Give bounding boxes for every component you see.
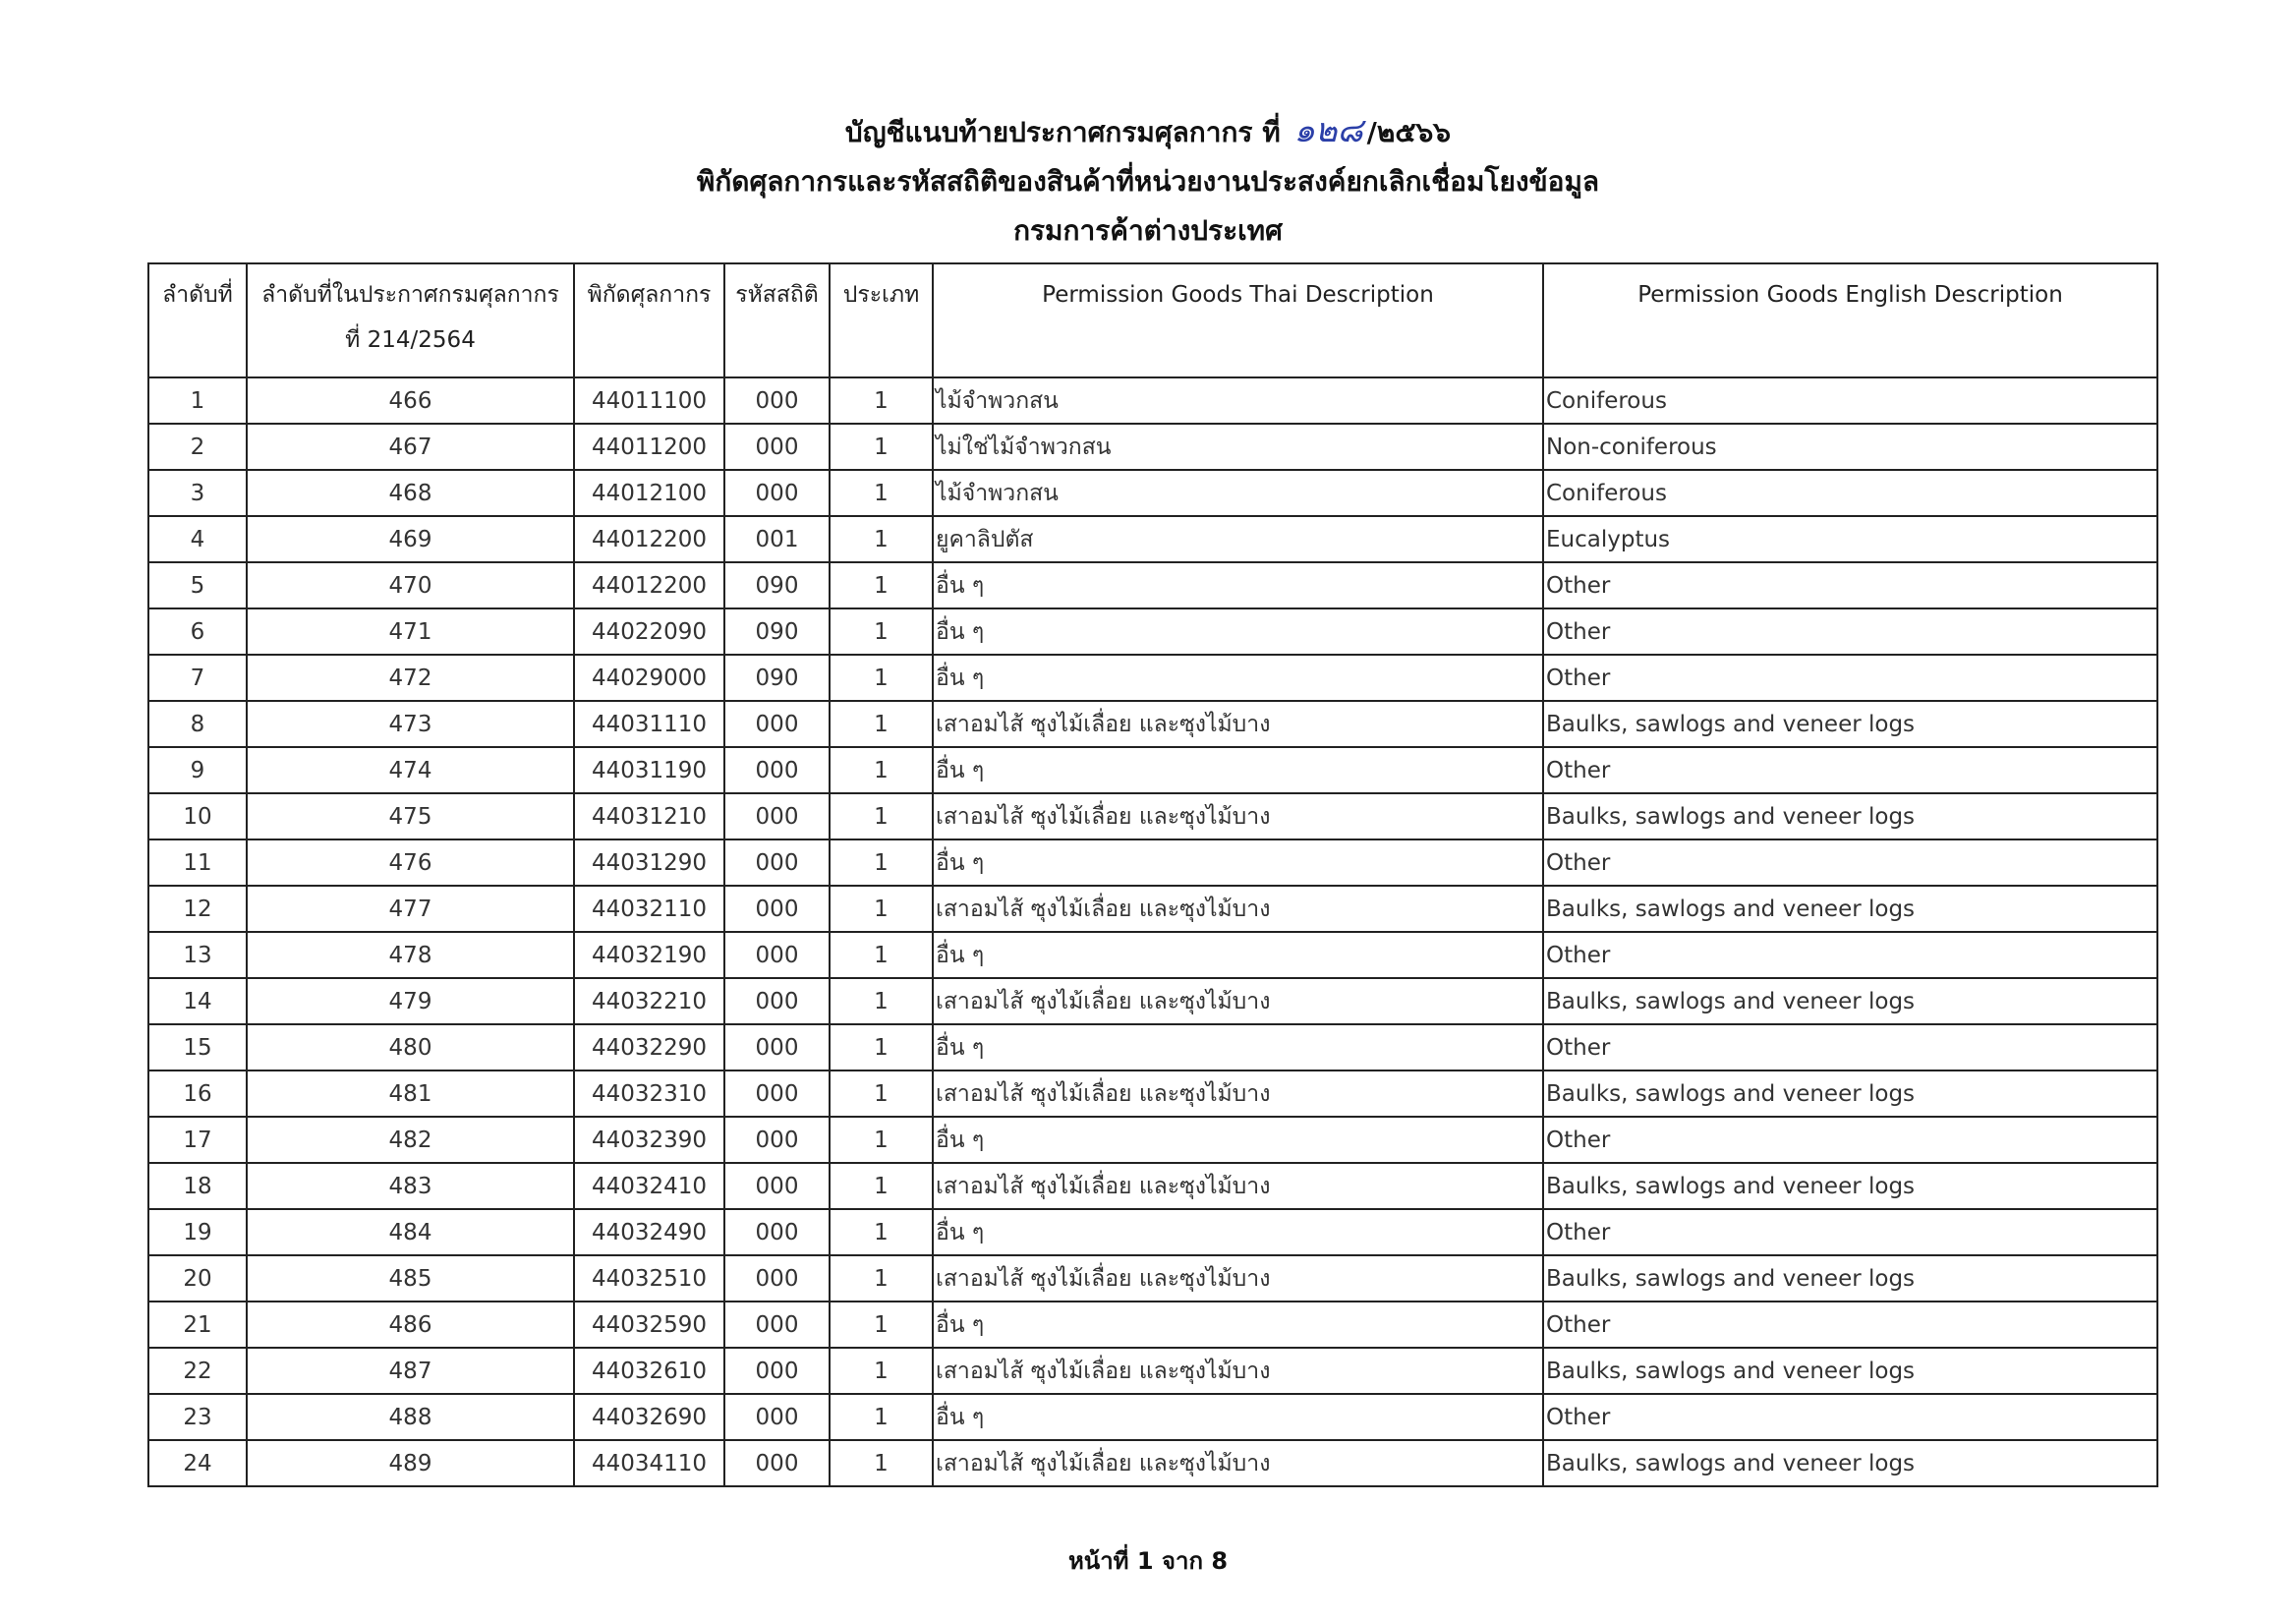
tariff-code-cell: 44031110 — [574, 701, 724, 747]
announcement-seq-cell: 478 — [247, 932, 574, 978]
table-row — [148, 747, 2157, 793]
seq-cell: 6 — [148, 608, 247, 655]
tariff-code-cell: 44012100 — [574, 470, 724, 516]
statistic-code-cell: 000 — [724, 1117, 830, 1163]
tariff-code-cell: 44012200 — [574, 562, 724, 608]
table-row — [148, 1163, 2157, 1209]
document-header — [0, 106, 2296, 256]
tariff-code-cell: 44011200 — [574, 424, 724, 470]
announcement-seq-cell: 476 — [247, 839, 574, 886]
column-header-announcement-seq: ลำดับที่ในประกาศกรมศุลกากร ที่ 214/2564 — [247, 263, 574, 377]
table-row — [148, 886, 2157, 932]
table-row — [148, 1348, 2157, 1394]
type-cell: 1 — [830, 1440, 933, 1486]
english-description-cell: Other — [1543, 1394, 2157, 1440]
english-description-cell: Other — [1543, 1209, 2157, 1255]
announcement-seq-cell: 482 — [247, 1117, 574, 1163]
type-cell: 1 — [830, 1070, 933, 1117]
thai-description-cell: เสาอมไส้ ซุงไม้เลื่อย และซุงไม้บาง — [933, 886, 1543, 932]
announcement-seq-cell: 472 — [247, 655, 574, 701]
thai-description-cell: เสาอมไส้ ซุงไม้เลื่อย และซุงไม้บาง — [933, 1163, 1543, 1209]
english-description-cell: Baulks, sawlogs and veneer logs — [1543, 1163, 2157, 1209]
announcement-seq-cell: 474 — [247, 747, 574, 793]
statistic-code-cell: 000 — [724, 1440, 830, 1486]
seq-cell: 8 — [148, 701, 247, 747]
thai-description-cell: ยูคาลิปตัส — [933, 516, 1543, 562]
english-description-cell: Other — [1543, 1024, 2157, 1070]
announcement-seq-cell: 485 — [247, 1255, 574, 1302]
tariff-code-cell: 44032690 — [574, 1394, 724, 1440]
handwritten-announcement-number: ๑๒๘ — [1293, 111, 1363, 150]
tariff-code-cell: 44032310 — [574, 1070, 724, 1117]
thai-description-cell: อื่น ๆ — [933, 655, 1543, 701]
thai-description-cell: อื่น ๆ — [933, 932, 1543, 978]
tariff-code-cell: 44032110 — [574, 886, 724, 932]
document-subtitle: พิกัดศุลกากรและรหัสสถิติของสินค้าที่หน่วยงานประสงค์ยกเลิกเชื่อมโยงข้อมูล — [696, 165, 1600, 198]
tariff-code-cell: 44032410 — [574, 1163, 724, 1209]
thai-description-cell: อื่น ๆ — [933, 1209, 1543, 1255]
tariff-code-cell: 44032610 — [574, 1348, 724, 1394]
english-description-cell: Other — [1543, 655, 2157, 701]
statistic-code-cell: 000 — [724, 701, 830, 747]
english-description-cell: Baulks, sawlogs and veneer logs — [1543, 978, 2157, 1024]
thai-description-cell: เสาอมไส้ ซุงไม้เลื่อย และซุงไม้บาง — [933, 1348, 1543, 1394]
thai-description-cell: อื่น ๆ — [933, 1024, 1543, 1070]
english-description-cell: Baulks, sawlogs and veneer logs — [1543, 701, 2157, 747]
statistic-code-cell: 000 — [724, 1209, 830, 1255]
type-cell: 1 — [830, 747, 933, 793]
tariff-code-cell: 44032290 — [574, 1024, 724, 1070]
seq-cell: 1 — [148, 377, 247, 424]
table-row — [148, 932, 2157, 978]
statistic-code-cell: 000 — [724, 978, 830, 1024]
tariff-code-cell: 44032390 — [574, 1117, 724, 1163]
english-description-cell: Baulks, sawlogs and veneer logs — [1543, 1440, 2157, 1486]
table-row — [148, 1394, 2157, 1440]
announcement-seq-cell: 487 — [247, 1348, 574, 1394]
english-description-cell: Other — [1543, 608, 2157, 655]
type-cell: 1 — [830, 793, 933, 839]
statistic-code-cell: 001 — [724, 516, 830, 562]
table-header-row — [148, 263, 2157, 377]
seq-cell: 5 — [148, 562, 247, 608]
seq-cell: 12 — [148, 886, 247, 932]
seq-cell: 19 — [148, 1209, 247, 1255]
seq-cell: 3 — [148, 470, 247, 516]
thai-description-cell: อื่น ๆ — [933, 1302, 1543, 1348]
english-description-cell: Coniferous — [1543, 377, 2157, 424]
document-title — [0, 106, 2296, 157]
seq-cell: 23 — [148, 1394, 247, 1440]
table-row — [148, 1255, 2157, 1302]
type-cell: 1 — [830, 978, 933, 1024]
type-cell: 1 — [830, 1117, 933, 1163]
thai-description-cell: เสาอมไส้ ซุงไม้เลื่อย และซุงไม้บาง — [933, 701, 1543, 747]
tariff-code-cell: 44011100 — [574, 377, 724, 424]
statistic-code-cell: 000 — [724, 793, 830, 839]
table-row — [148, 470, 2157, 516]
thai-description-cell: ไม่ใช่ไม้จำพวกสน — [933, 424, 1543, 470]
tariff-table — [147, 262, 2158, 1487]
type-cell: 1 — [830, 562, 933, 608]
english-description-cell: Baulks, sawlogs and veneer logs — [1543, 1255, 2157, 1302]
seq-cell: 11 — [148, 839, 247, 886]
column-header-type: ประเภท — [830, 263, 933, 377]
tariff-code-cell: 44031210 — [574, 793, 724, 839]
announcement-seq-cell: 488 — [247, 1394, 574, 1440]
statistic-code-cell: 000 — [724, 839, 830, 886]
seq-cell: 21 — [148, 1302, 247, 1348]
thai-description-cell: เสาอมไส้ ซุงไม้เลื่อย และซุงไม้บาง — [933, 978, 1543, 1024]
seq-cell: 14 — [148, 978, 247, 1024]
english-description-cell: Eucalyptus — [1543, 516, 2157, 562]
statistic-code-cell: 000 — [724, 932, 830, 978]
type-cell: 1 — [830, 516, 933, 562]
table-row — [148, 1209, 2157, 1255]
column-header-tariff-code: พิกัดศุลกากร — [574, 263, 724, 377]
tariff-code-cell: 44031290 — [574, 839, 724, 886]
announcement-seq-cell: 481 — [247, 1070, 574, 1117]
announcement-seq-cell: 468 — [247, 470, 574, 516]
table-body — [148, 377, 2157, 1486]
type-cell: 1 — [830, 1255, 933, 1302]
column-header-statistic-code: รหัสสถิติ — [724, 263, 830, 377]
statistic-code-cell: 000 — [724, 747, 830, 793]
column-header-thai-description: Permission Goods Thai Description — [933, 263, 1543, 377]
tariff-code-cell: 44032490 — [574, 1209, 724, 1255]
department-name: กรมการค้าต่างประเทศ — [1013, 214, 1283, 247]
type-cell: 1 — [830, 608, 933, 655]
announcement-seq-cell: 483 — [247, 1163, 574, 1209]
tariff-code-cell: 44032190 — [574, 932, 724, 978]
tariff-code-cell: 44031190 — [574, 747, 724, 793]
thai-description-cell: อื่น ๆ — [933, 1394, 1543, 1440]
title-prefix: บัญชีแนบท้ายประกาศกรมศุลกากร ที่ — [844, 116, 1281, 148]
tariff-code-cell: 44034110 — [574, 1440, 724, 1486]
english-description-cell: Coniferous — [1543, 470, 2157, 516]
statistic-code-cell: 090 — [724, 608, 830, 655]
statistic-code-cell: 000 — [724, 1302, 830, 1348]
type-cell: 1 — [830, 932, 933, 978]
statistic-code-cell: 000 — [724, 1255, 830, 1302]
column-header-english-description: Permission Goods English Description — [1543, 263, 2157, 377]
statistic-code-cell: 000 — [724, 424, 830, 470]
english-description-cell: Other — [1543, 562, 2157, 608]
english-description-cell: Other — [1543, 747, 2157, 793]
tariff-code-cell: 44032510 — [574, 1255, 724, 1302]
type-cell: 1 — [830, 655, 933, 701]
tariff-code-cell: 44022090 — [574, 608, 724, 655]
thai-description-cell: อื่น ๆ — [933, 562, 1543, 608]
seq-cell: 4 — [148, 516, 247, 562]
seq-cell: 18 — [148, 1163, 247, 1209]
announcement-seq-cell: 489 — [247, 1440, 574, 1486]
seq-cell: 24 — [148, 1440, 247, 1486]
announcement-seq-cell: 469 — [247, 516, 574, 562]
statistic-code-cell: 000 — [724, 886, 830, 932]
thai-description-cell: ไม้จำพวกสน — [933, 470, 1543, 516]
seq-cell: 17 — [148, 1117, 247, 1163]
seq-cell: 9 — [148, 747, 247, 793]
title-year: /๒๕๖๖ — [1366, 116, 1452, 148]
announcement-seq-cell: 484 — [247, 1209, 574, 1255]
seq-cell: 15 — [148, 1024, 247, 1070]
tariff-code-cell: 44012200 — [574, 516, 724, 562]
seq-cell: 2 — [148, 424, 247, 470]
type-cell: 1 — [830, 1209, 933, 1255]
statistic-code-cell: 090 — [724, 655, 830, 701]
thai-description-cell: เสาอมไส้ ซุงไม้เลื่อย และซุงไม้บาง — [933, 1440, 1543, 1486]
type-cell: 1 — [830, 701, 933, 747]
thai-description-cell: เสาอมไส้ ซุงไม้เลื่อย และซุงไม้บาง — [933, 793, 1543, 839]
announcement-seq-cell: 466 — [247, 377, 574, 424]
thai-description-cell: เสาอมไส้ ซุงไม้เลื่อย และซุงไม้บาง — [933, 1255, 1543, 1302]
announcement-seq-cell: 471 — [247, 608, 574, 655]
announcement-seq-cell: 475 — [247, 793, 574, 839]
tariff-code-cell: 44032590 — [574, 1302, 724, 1348]
english-description-cell: Non-coniferous — [1543, 424, 2157, 470]
table-row — [148, 608, 2157, 655]
english-description-cell: Other — [1543, 1302, 2157, 1348]
seq-cell: 7 — [148, 655, 247, 701]
table-row — [148, 1302, 2157, 1348]
tariff-code-cell: 44032210 — [574, 978, 724, 1024]
announcement-seq-cell: 470 — [247, 562, 574, 608]
english-description-cell: Other — [1543, 1117, 2157, 1163]
table-row — [148, 1440, 2157, 1486]
type-cell: 1 — [830, 839, 933, 886]
thai-description-cell: อื่น ๆ — [933, 1117, 1543, 1163]
type-cell: 1 — [830, 1394, 933, 1440]
table-row — [148, 701, 2157, 747]
english-description-cell: Other — [1543, 932, 2157, 978]
seq-cell: 10 — [148, 793, 247, 839]
type-cell: 1 — [830, 470, 933, 516]
table-row — [148, 1024, 2157, 1070]
english-description-cell: Baulks, sawlogs and veneer logs — [1543, 1070, 2157, 1117]
statistic-code-cell: 090 — [724, 562, 830, 608]
statistic-code-cell: 000 — [724, 470, 830, 516]
table-row — [148, 1117, 2157, 1163]
statistic-code-cell: 000 — [724, 1348, 830, 1394]
table-row — [148, 1070, 2157, 1117]
thai-description-cell: ไม้จำพวกสน — [933, 377, 1543, 424]
announcement-seq-cell: 477 — [247, 886, 574, 932]
table-row — [148, 424, 2157, 470]
statistic-code-cell: 000 — [724, 377, 830, 424]
announcement-seq-cell: 480 — [247, 1024, 574, 1070]
english-description-cell: Baulks, sawlogs and veneer logs — [1543, 886, 2157, 932]
thai-description-cell: อื่น ๆ — [933, 608, 1543, 655]
seq-cell: 22 — [148, 1348, 247, 1394]
statistic-code-cell: 000 — [724, 1024, 830, 1070]
type-cell: 1 — [830, 1024, 933, 1070]
table-row — [148, 793, 2157, 839]
english-description-cell: Baulks, sawlogs and veneer logs — [1543, 1348, 2157, 1394]
type-cell: 1 — [830, 1348, 933, 1394]
seq-cell: 16 — [148, 1070, 247, 1117]
type-cell: 1 — [830, 1163, 933, 1209]
announcement-seq-cell: 486 — [247, 1302, 574, 1348]
table-row — [148, 377, 2157, 424]
table-row — [148, 562, 2157, 608]
table-row — [148, 516, 2157, 562]
type-cell: 1 — [830, 424, 933, 470]
thai-description-cell: อื่น ๆ — [933, 747, 1543, 793]
announcement-seq-cell: 467 — [247, 424, 574, 470]
announcement-seq-cell: 473 — [247, 701, 574, 747]
table-row — [148, 978, 2157, 1024]
statistic-code-cell: 000 — [724, 1394, 830, 1440]
statistic-code-cell: 000 — [724, 1070, 830, 1117]
type-cell: 1 — [830, 377, 933, 424]
column-header-seq: ลำดับที่ — [148, 263, 247, 377]
english-description-cell: Other — [1543, 839, 2157, 886]
tariff-code-cell: 44029000 — [574, 655, 724, 701]
page-number: หน้าที่ 1 จาก 8 — [1067, 1547, 1229, 1575]
table-row — [148, 655, 2157, 701]
type-cell: 1 — [830, 886, 933, 932]
thai-description-cell: อื่น ๆ — [933, 839, 1543, 886]
statistic-code-cell: 000 — [724, 1163, 830, 1209]
thai-description-cell: เสาอมไส้ ซุงไม้เลื่อย และซุงไม้บาง — [933, 1070, 1543, 1117]
seq-cell: 13 — [148, 932, 247, 978]
seq-cell: 20 — [148, 1255, 247, 1302]
announcement-seq-cell: 479 — [247, 978, 574, 1024]
type-cell: 1 — [830, 1302, 933, 1348]
table-row — [148, 839, 2157, 886]
english-description-cell: Baulks, sawlogs and veneer logs — [1543, 793, 2157, 839]
